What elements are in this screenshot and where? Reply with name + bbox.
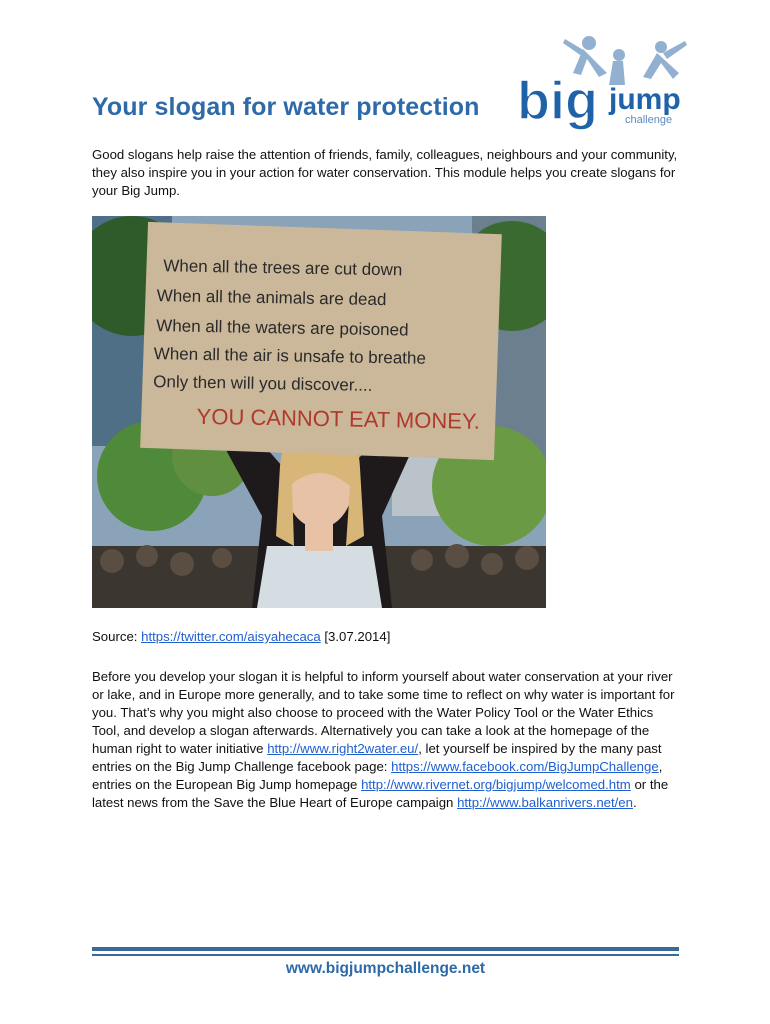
intro-paragraph: Good slogans help raise the attention of friends, family, colleagues, neighbours and your community, they also inspire you in your action for water conservation. This module helps you create slogans for your Big Jump. bbox=[92, 147, 678, 198]
body-text-2: , let yourself be inspired by the many past entries on the Big Jump Challenge facebook page: bbox=[92, 741, 662, 774]
logo-challenge-text: challenge bbox=[625, 114, 673, 126]
right2water-link[interactable]: http://www.right2water.eu/ bbox=[267, 741, 419, 756]
sign-line-5: Only then will you discover.... bbox=[153, 372, 373, 395]
big-jump-challenge-logo bbox=[513, 33, 697, 133]
body-text-3: , entries on the European Big Jump homepage bbox=[92, 759, 663, 792]
sign-line-1: When all the trees are cut down bbox=[163, 256, 403, 280]
footer-divider-thick bbox=[92, 947, 679, 951]
logo-jump-text: jump bbox=[609, 83, 681, 116]
sign-line-3: When all the waters are poisoned bbox=[156, 316, 409, 340]
body-text-5: . bbox=[632, 795, 637, 810]
photo-source bbox=[92, 628, 390, 646]
sign-line-2: When all the animals are dead bbox=[156, 286, 387, 310]
sign-line-6: YOU CANNOT EAT MONEY. bbox=[196, 403, 481, 434]
rivernet-link[interactable]: http://www.rivernet.org/bigjump/welcomed.htm bbox=[361, 777, 631, 792]
logo-big-text: big bbox=[517, 71, 598, 131]
footer-divider-thin bbox=[92, 954, 679, 956]
body-text-1: Before you develop your slogan it is helpful to inform yourself about water conservation at your river or lake, and in Europe more generally, and to take some time to reflect on why water is important for you. That’s why you might also choose to proceed with the Water Policy Tool or the Water Ethics Tool, and develop a slogan afterwards. Alternatively you can take a look at the homepage of the human right to water initiative bbox=[92, 669, 675, 756]
protest-photo bbox=[92, 216, 546, 608]
body-text-4: or the latest news from the Save the Blue Heart of Europe campaign bbox=[92, 777, 669, 810]
source-date: [3.07.2014] bbox=[320, 629, 391, 644]
source-label: Source: bbox=[92, 629, 142, 644]
body-paragraph bbox=[92, 668, 682, 812]
facebook-link[interactable]: https://www.facebook.com/BigJumpChallenge bbox=[391, 759, 659, 774]
balkanrivers-link[interactable]: http://www.balkanrivers.net/en bbox=[457, 795, 633, 810]
page-title: Your slogan for water protection bbox=[92, 93, 480, 121]
source-link[interactable]: https://twitter.com/aisyahecaca bbox=[141, 629, 321, 644]
sign-line-4: When all the air is unsafe to breathe bbox=[153, 344, 427, 368]
footer-website-link[interactable]: www.bigjumpchallenge.net bbox=[285, 960, 486, 977]
